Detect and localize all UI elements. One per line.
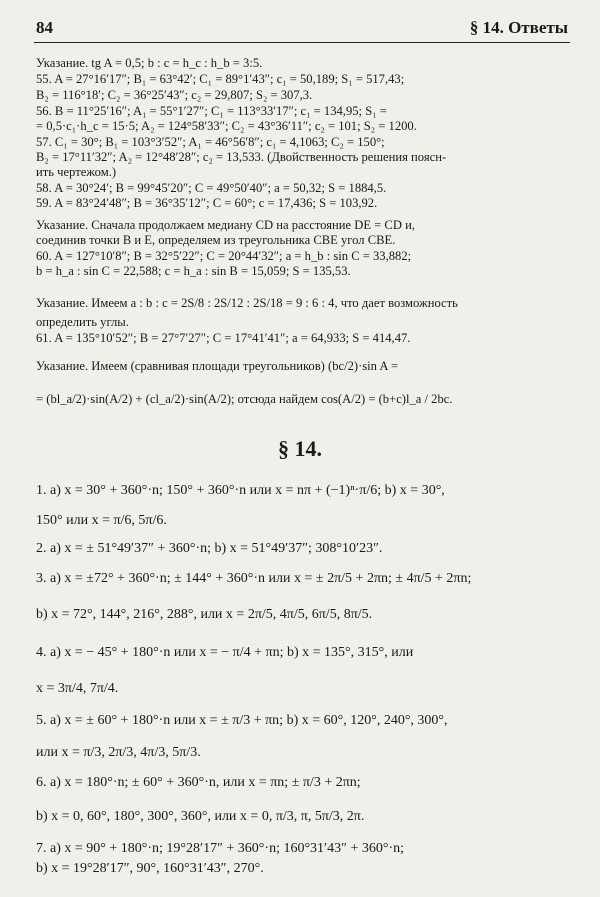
text-line: 57. C₁ = 30°; B₁ = 103°3′52″; A₁ = 46°56′8″; c₁ = 4,1063; C₂ = 150°; xyxy=(36,135,385,149)
header-rule xyxy=(34,42,570,43)
text-line: 2. a) x = ± 51°49′37″ + 360°·n; b) x = 51°49′37″; 308°10′23″. xyxy=(36,541,383,556)
text-line: 7. a) x = 90° + 180°·n; 19°28′17″ + 360°·n; 160°31′43″ + 360°·n; xyxy=(36,841,404,856)
text-line: соединив точки B и E, определяем из треугольника CBE угол CBE. xyxy=(36,233,396,247)
page-number: 84 xyxy=(36,18,53,37)
text-line: 60. A = 127°10′8″; B = 32°5′22″; C = 20°44′32″; a = h_b : sin C = 33,882; xyxy=(36,249,412,263)
text-line: Указание. tg A = 0,5; b : c = h_c : h_b = 3:5. xyxy=(36,56,263,70)
text-line: 3. a) x = ±72° + 360°·n; ± 144° + 360°·n или x = ± 2π/5 + 2πn; ± 4π/5 + 2πn; xyxy=(36,571,472,586)
text-line: 150° или x = π/6, 5π/6. xyxy=(36,513,167,528)
text-line: или x = π/3, 2π/3, 4π/3, 5π/3. xyxy=(36,745,201,760)
text-line: Указание. Сначала продолжаем медиану CD на расстояние DE = CD и, xyxy=(36,218,415,232)
text-line: b) x = 19°28′17″, 90°, 160°31′43″, 270°. xyxy=(36,861,264,876)
text-line: x = 3π/4, 7π/4. xyxy=(36,681,119,696)
text-line: 55. A = 27°16′17″; B₁ = 63°42′; C₁ = 89°1′43″; c₁ = 50,189; S₁ = 517,43; xyxy=(36,72,405,86)
text-line: определить углы. xyxy=(36,315,129,329)
text-line: = 0,5·c₁·h_c = 15·5; A₂ = 124°58′33″; C₂ = 43°36′11″; c₂ = 101; S₂ = 1200. xyxy=(36,119,417,133)
text-line: 56. B = 11°25′16″; A₁ = 55°1′27″; C₁ = 113°33′17″; c₁ = 134,95; S₁ = xyxy=(36,104,387,118)
text-line: Указание. Имеем a : b : c = 2S/8 : 2S/12 : 2S/18 = 9 : 6 : 4, что дает возможность xyxy=(36,296,458,310)
text-line: 58. A = 30°24′; B = 99°45′20″; C = 49°50′40″; a = 50,32; S = 1884,5. xyxy=(36,181,387,195)
text-line: ить чертежом.) xyxy=(36,165,117,179)
running-title: § 14. Ответы xyxy=(469,18,568,37)
text-line: 61. A = 135°10′52″; B = 27°7′27″; C = 17°41′41″; a = 64,933; S = 414,47. xyxy=(36,331,411,345)
text-line: 6. a) x = 180°·n; ± 60° + 360°·n, или x = πn; ± π/3 + 2πn; xyxy=(36,775,361,790)
text-line: Указание. Имеем (сравнивая площади треугольников) (bc/2)·sin A = xyxy=(36,359,399,373)
text-line: = (bl_a/2)·sin(A/2) + (cl_a/2)·sin(A/2); отсюда найдем cos(A/2) = (b+c)l_a / 2bc. xyxy=(36,392,453,406)
page-header xyxy=(36,18,568,40)
text-line: 5. a) x = ± 60° + 180°·n или x = ± π/3 + πn; b) x = 60°, 120°, 240°, 300°, xyxy=(36,713,448,728)
text-line: b) x = 72°, 144°, 216°, 288°, или x = 2π/5, 4π/5, 6π/5, 8π/5. xyxy=(36,607,373,622)
text-line: 1. a) x = 30° + 360°·n; 150° + 360°·n или x = nπ + (−1)ⁿ·π/6; b) x = 30°, xyxy=(36,483,445,498)
text-line: 59. A = 83°24′48″; B = 36°35′12″; C = 60°; c = 17,436; S = 103,92. xyxy=(36,196,378,210)
text-line: 4. a) x = − 45° + 180°·n или x = − π/4 + πn; b) x = 135°, 315°, или xyxy=(36,645,414,660)
text-line: b) x = 0, 60°, 180°, 300°, 360°, или x = 0, π/3, π, 5π/3, 2π. xyxy=(36,809,365,824)
text-line: b = h_a : sin C = 22,588; c = h_a : sin B = 15,059; S = 135,53. xyxy=(36,264,351,278)
section-title: § 14. xyxy=(278,436,322,461)
text-line: B₂ = 17°11′32″; A₂ = 12°48′28″; c₂ = 13,533. (Двойственность решения поясн- xyxy=(36,150,447,164)
text-line: B₂ = 116°18′; C₂ = 36°25′43″; c₂ = 29,807; S₂ = 307,3. xyxy=(36,88,313,102)
